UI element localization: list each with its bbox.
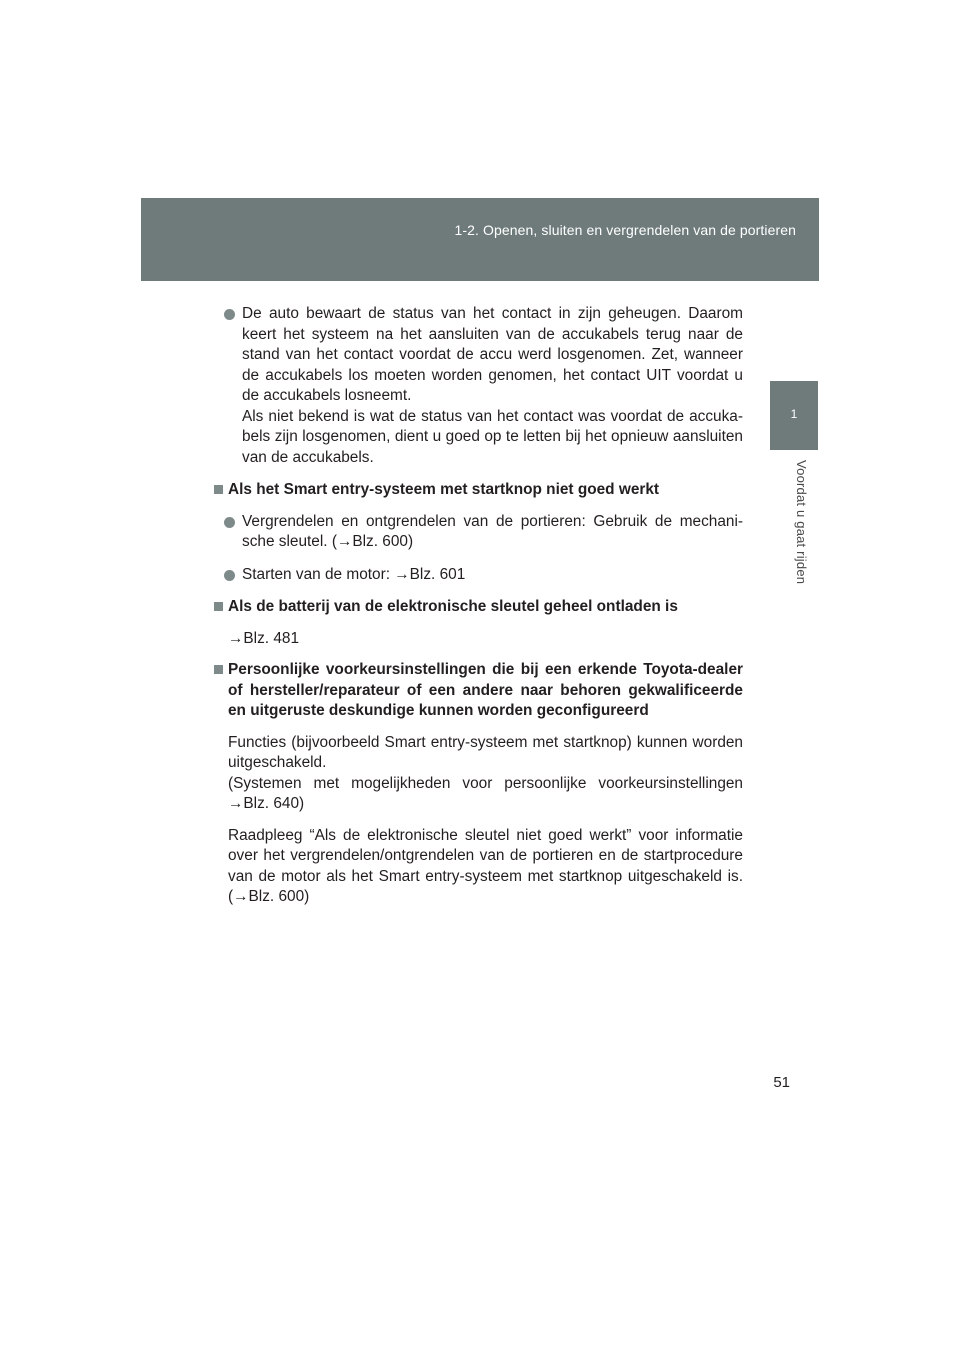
paragraph	[214, 733, 743, 815]
bullet-item	[214, 512, 743, 553]
bullet-text-continued: Als niet bekend is wat de status van het contact was voordat de accuka-bels zijn losgenomen, dient u goed op te letten bij het opnieuw aansluiten van de accukabels.	[242, 407, 743, 466]
paragraph: →Blz. 481	[228, 629, 300, 647]
bullet-text: De auto bewaart de status van het contact in zijn geheugen. Daarom keert het systeem na het aansluiten van de accukabels terug naar de stand van het contact voordat de accu werd losgenomen. Zet, wanneer de accukabels los moeten worden genomen, het contact UIT voordat u de accukabels losneemt.	[242, 305, 743, 404]
bullet-dot-icon	[224, 309, 235, 320]
subheading-text: Als de batterij van de elektronische sleutel geheel ontladen is	[228, 598, 678, 615]
bullet-item	[214, 565, 743, 586]
paragraph-line: Functies (bijvoorbeeld Smart entry-systeem met startknop) kunnen worden uitgeschakeld.	[228, 733, 743, 771]
bullet-text: Vergrendelen en ontgrendelen van de portieren: Gebruik de mechani-sche sleutel. (→Blz. 600)	[242, 512, 743, 550]
square-bullet-icon	[214, 485, 223, 494]
square-bullet-icon	[214, 665, 223, 674]
page-content	[214, 304, 743, 919]
paragraph: Raadpleeg “Als de elektronische sleutel niet goed werkt” voor informatie over het vergrendelen/ontgrendelen van de portieren en de startprocedure van de motor als het Smart entry-systeem met startknop uitgeschakeld is. (→Blz. 600)	[228, 826, 743, 905]
bullet-dot-icon	[224, 517, 235, 528]
paragraph-line: (Systemen met mogelijkheden voor persoonlijke voorkeursinstellingen →Blz. 640)	[228, 774, 743, 812]
subheading-text: Persoonlijke voorkeursinstellingen die bij een erkende Toyota-dealer of hersteller/reparateur of een andere naar behoren gekwalificeerde en uitgeruste deskundige kunnen worden geconfigureerd	[228, 661, 743, 719]
bullet-dot-icon	[224, 570, 235, 581]
chapter-tab	[770, 381, 818, 450]
bullet-item	[214, 304, 743, 468]
subheading	[214, 597, 743, 618]
chapter-number: 1	[790, 407, 798, 421]
bullet-text: Starten van de motor: →Blz. 601	[242, 565, 466, 583]
subheading	[214, 660, 743, 722]
section-title: 1-2. Openen, sluiten en vergrendelen van de portieren	[454, 222, 796, 238]
section-header-band	[141, 198, 819, 281]
page-number: 51	[773, 1074, 790, 1091]
subheading-text: Als het Smart entry-systeem met startknop niet goed werkt	[228, 481, 660, 498]
subheading	[214, 480, 743, 501]
chapter-label: Voordat u gaat rijden	[794, 460, 809, 585]
square-bullet-icon	[214, 602, 223, 611]
